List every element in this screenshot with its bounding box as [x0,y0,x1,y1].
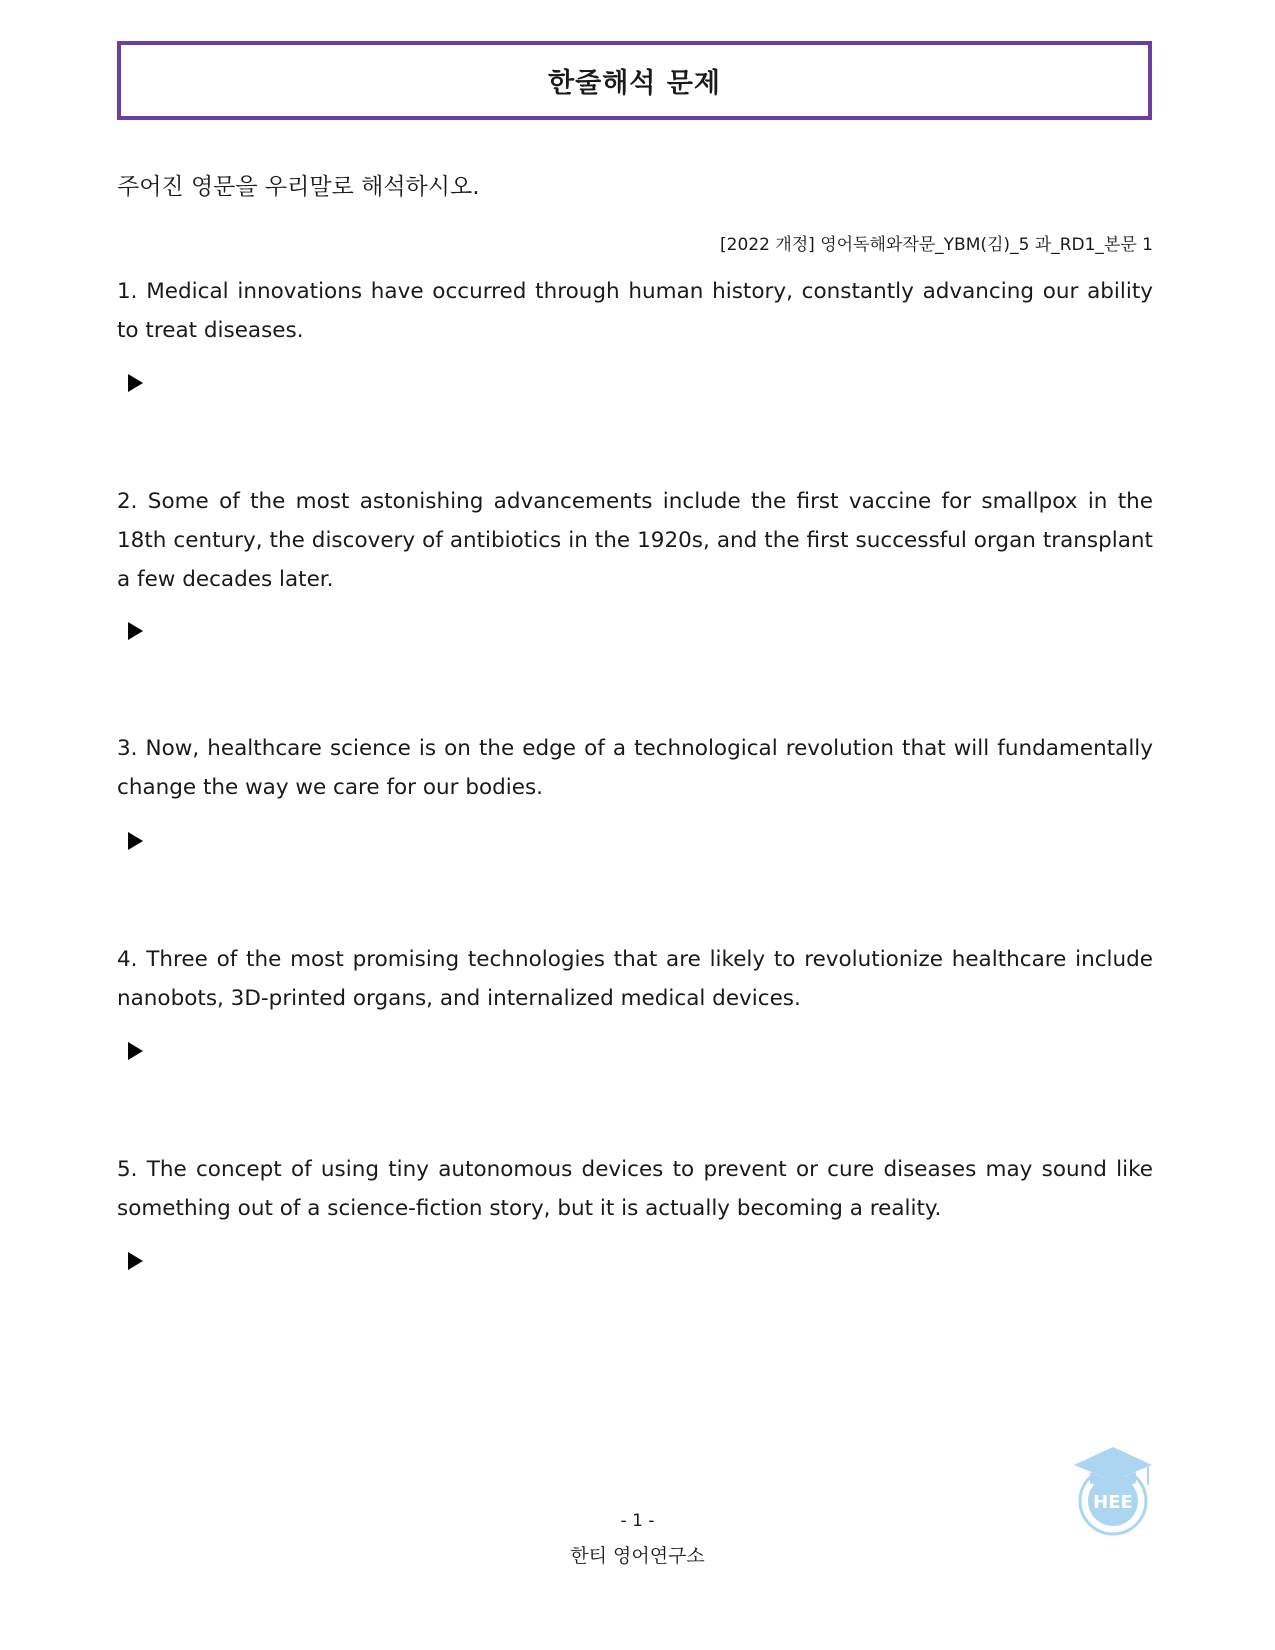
answer-marker-3-icon [128,832,143,850]
question-2: 2. Some of the most astonishing advancements include the first vaccine for smallpox in the 18th century, the discovery of antibiotics in the 1920s, and the first successful organ transplant a few decades later. [117,489,1153,592]
question-4: 4. Three of the most promising technologies that are likely to revolutionize healthcare include nanobots, 3D-printed organs, and internalized medical devices. [117,947,1153,1011]
page-title: 한줄해석 문제 [548,68,721,99]
question-5: 5. The concept of using tiny autonomous devices to prevent or cure diseases may sound like something out of a science-fiction story, but it is actually becoming a reality. [117,1157,1153,1221]
source-label: [2022 개정] 영어독해와작문_YBM(김)_5 과_RD1_본문 1 [720,235,1153,255]
page-number: - 1 - [620,1511,655,1531]
hee-logo [1070,1445,1156,1537]
answer-marker-2-icon [128,622,143,640]
title-box [117,41,1152,120]
question-3: 3. Now, healthcare science is on the edge of a technological revolution that will fundamentally change the way we care for our bodies. [117,736,1153,800]
logo-text: HEE [1093,1492,1133,1513]
answer-marker-5-icon [128,1252,143,1270]
answer-marker-4-icon [128,1042,143,1060]
instruction-text: 주어진 영문을 우리말로 해석하시오. [117,174,480,200]
answer-marker-1-icon [128,374,143,392]
question-1: 1. Medical innovations have occurred through human history, constantly advancing our ability to treat diseases. [117,279,1153,343]
footer-organization: 한티 영어연구소 [570,1545,705,1567]
